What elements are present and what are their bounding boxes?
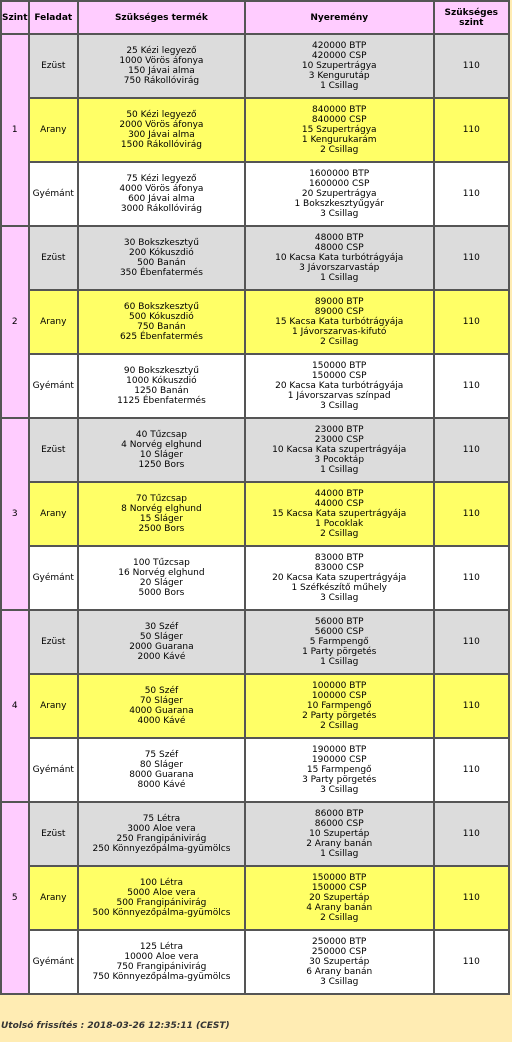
table-row [1, 354, 509, 418]
prize-cell [245, 482, 434, 546]
prize-item: 2 Csillag [320, 913, 359, 923]
required-product: 1250 Bors [138, 460, 185, 470]
required-level-cell: 110 [434, 34, 509, 98]
level-cell: 5 [1, 802, 29, 994]
required-products-cell [78, 802, 245, 866]
required-product: 1125 Ébenfatermés [117, 396, 206, 406]
required-product: 80 Sláger [139, 760, 183, 770]
prize-item: 5 Farmpengő [309, 637, 369, 647]
required-product: 1250 Banán [134, 386, 189, 396]
required-product: 4000 Vörös áfonya [119, 184, 204, 194]
required-product: 1000 Vörös áfonya [119, 56, 204, 66]
required-level-cell: 110 [434, 930, 509, 994]
prize-item: 20 Szupertrágya [301, 189, 377, 199]
prize-item: 250000 BTP [312, 937, 367, 947]
required-product: 100 Létra [139, 878, 184, 888]
prize-cell [245, 98, 434, 162]
prize-item: 86000 CSP [314, 819, 364, 829]
prize-item: 6 Arany banán [306, 967, 373, 977]
prize-item: 30 Szupertáp [309, 957, 370, 967]
table-row [1, 290, 509, 354]
table-body [1, 34, 509, 994]
prize-item: 1 Széfkészítő műhely [291, 583, 387, 593]
required-product: 500 Könnyezőpálma-gyümölcs [92, 908, 231, 918]
prize-item: 3 Csillag [320, 977, 359, 987]
prize-item: 250000 CSP [311, 947, 367, 957]
prize-item: 1600000 BTP [309, 169, 370, 179]
required-product: 30 Széf [144, 622, 179, 632]
prize-item: 4 Arany banán [306, 903, 373, 913]
required-products-cell [78, 34, 245, 98]
table-row [1, 866, 509, 930]
required-level-cell: 110 [434, 738, 509, 802]
task-cell: Ezüst [29, 802, 79, 866]
required-product: 200 Kókuszdió [129, 248, 194, 258]
required-product: 30 Bokszkesztyű [123, 238, 199, 248]
required-level-cell: 110 [434, 482, 509, 546]
required-products-cell [78, 226, 245, 290]
required-product: 2000 Vörös áfonya [119, 120, 204, 130]
prize-item: 840000 BTP [312, 105, 367, 115]
required-products-cell [78, 290, 245, 354]
required-products-cell [78, 610, 245, 674]
prize-cell [245, 674, 434, 738]
required-level-cell: 110 [434, 866, 509, 930]
table-row [1, 738, 509, 802]
table-row [1, 802, 509, 866]
prize-item: 3 Csillag [320, 785, 359, 795]
prize-item: 3 Csillag [320, 593, 359, 603]
level-cell: 4 [1, 610, 29, 802]
header-row [1, 1, 509, 34]
prize-item: 20 Kacsa Kata turbótrágyája [275, 381, 404, 391]
prize-cell [245, 866, 434, 930]
last-updated: Utolsó frissítés : 2018-03-26 12:35:11 (CEST) [1, 1021, 230, 1031]
required-product: 75 Létra [142, 814, 181, 824]
required-product: 500 Banán [137, 258, 186, 268]
task-cell: Ezüst [29, 226, 79, 290]
required-product: 3000 Rákollóvirág [120, 204, 202, 214]
table-row [1, 418, 509, 482]
prize-item: 10 Farmpengő [306, 701, 372, 711]
required-product: 40 Tűzcsap [135, 430, 187, 440]
task-cell: Gyémánt [29, 162, 79, 226]
table-row [1, 610, 509, 674]
prize-item: 1 Bokszkesztyűgyár [294, 199, 384, 209]
task-cell: Gyémánt [29, 738, 79, 802]
prize-item: 56000 BTP [314, 617, 364, 627]
required-product: 10 Sláger [139, 450, 183, 460]
prize-item: 15 Szupertrágya [301, 125, 377, 135]
prize-item: 1 Csillag [320, 849, 359, 859]
required-product: 250 Frangipánivirág [116, 834, 207, 844]
required-product: 750 Rákollóvirág [123, 76, 200, 86]
prize-item: 56000 CSP [314, 627, 364, 637]
required-product: 50 Kézi legyező [126, 110, 197, 120]
prize-item: 3 Csillag [320, 209, 359, 219]
prize-item: 420000 CSP [311, 51, 367, 61]
header-required-level: Szükséges szint [434, 1, 509, 34]
prize-item: 15 Kacsa Kata turbótrágyája [275, 317, 404, 327]
prize-item: 89000 BTP [314, 297, 364, 307]
prize-cell [245, 162, 434, 226]
required-level-cell: 110 [434, 290, 509, 354]
prize-item: 20 Szupertáp [309, 893, 370, 903]
prize-item: 86000 BTP [314, 809, 364, 819]
prize-item: 420000 BTP [312, 41, 367, 51]
prize-item: 89000 CSP [314, 307, 364, 317]
required-product: 300 Jávai alma [128, 130, 195, 140]
required-product: 50 Sláger [139, 632, 183, 642]
prize-item: 44000 CSP [314, 499, 364, 509]
prize-item: 10 Kacsa Kata szupertrágyája [272, 445, 407, 455]
level-cell: 3 [1, 418, 29, 610]
table-row [1, 930, 509, 994]
prize-item: 2 Party pörgetés [302, 711, 377, 721]
required-products-cell [78, 98, 245, 162]
prize-item: 2 Csillag [320, 337, 359, 347]
task-cell: Arany [29, 98, 79, 162]
level-cell: 2 [1, 226, 29, 418]
prize-item: 1 Jávorszarvas-kifutó [292, 327, 387, 337]
prize-item: 10 Szupertrágya [301, 61, 377, 71]
required-level-cell: 110 [434, 162, 509, 226]
required-product: 4000 Kávé [137, 716, 186, 726]
required-product: 16 Norvég elghund [118, 568, 205, 578]
header-task: Feladat [29, 1, 79, 34]
prize-item: 150000 BTP [312, 361, 367, 371]
required-product: 150 Jávai alma [128, 66, 195, 76]
required-product: 125 Létra [139, 942, 184, 952]
required-product: 500 Frangipánivirág [116, 898, 207, 908]
required-product: 2000 Guarana [129, 642, 194, 652]
prize-item: 190000 BTP [312, 745, 367, 755]
prize-item: 3 Jávorszarvastáp [299, 263, 380, 273]
table-row [1, 34, 509, 98]
prize-item: 20 Kacsa Kata szupertrágyája [272, 573, 407, 583]
prize-item: 3 Kengurutáp [308, 71, 370, 81]
required-product: 8000 Guarana [129, 770, 194, 780]
required-product: 1500 Rákollóvirág [120, 140, 202, 150]
prize-item: 1 Pocoklak [315, 519, 364, 529]
prize-cell [245, 930, 434, 994]
table-row [1, 546, 509, 610]
task-cell: Gyémánt [29, 930, 79, 994]
prize-cell [245, 610, 434, 674]
prize-cell [245, 802, 434, 866]
prize-item: 1 Jávorszarvas színpad [287, 391, 391, 401]
required-product: 4000 Guarana [129, 706, 194, 716]
required-product: 2000 Kávé [137, 652, 186, 662]
prize-item: 190000 CSP [311, 755, 367, 765]
required-products-cell [78, 674, 245, 738]
task-cell: Arany [29, 290, 79, 354]
required-product: 75 Kézi legyező [126, 174, 197, 184]
prize-item: 1 Csillag [320, 81, 359, 91]
prize-cell [245, 290, 434, 354]
prize-cell [245, 226, 434, 290]
prize-item: 1600000 CSP [309, 179, 370, 189]
required-products-cell [78, 866, 245, 930]
required-product: 750 Banán [137, 322, 186, 332]
prize-item: 44000 BTP [314, 489, 364, 499]
required-product: 75 Széf [144, 750, 179, 760]
required-products-cell [78, 930, 245, 994]
task-cell: Ezüst [29, 610, 79, 674]
required-product: 250 Könnyezőpálma-gyümölcs [92, 844, 231, 854]
prize-item: 48000 BTP [314, 233, 364, 243]
required-product: 15 Sláger [139, 514, 183, 524]
task-cell: Gyémánt [29, 354, 79, 418]
header-level: Szint [1, 1, 29, 34]
prize-cell [245, 738, 434, 802]
header-prize: Nyeremény [245, 1, 434, 34]
required-product: 500 Kókuszdió [129, 312, 194, 322]
prize-item: 150000 CSP [311, 883, 367, 893]
table-row [1, 674, 509, 738]
task-cell: Ezüst [29, 34, 79, 98]
required-products-cell [78, 162, 245, 226]
required-product: 750 Frangipánivirág [116, 962, 207, 972]
required-level-cell: 110 [434, 418, 509, 482]
prize-item: 10 Kacsa Kata turbótrágyája [275, 253, 404, 263]
prize-item: 10 Szupertáp [309, 829, 370, 839]
prize-item: 2 Csillag [320, 721, 359, 731]
prize-item: 150000 CSP [311, 371, 367, 381]
prize-item: 2 Arany banán [306, 839, 373, 849]
table-row [1, 226, 509, 290]
header-required-products: Szükséges termék [78, 1, 245, 34]
prize-item: 1 Kengurukarám [301, 135, 377, 145]
required-product: 70 Tűzcsap [135, 494, 187, 504]
prize-item: 23000 BTP [314, 425, 364, 435]
prize-item: 2 Csillag [320, 145, 359, 155]
required-product: 8000 Kávé [137, 780, 186, 790]
prize-item: 3 Csillag [320, 401, 359, 411]
prize-item: 840000 CSP [311, 115, 367, 125]
table-row [1, 482, 509, 546]
prize-cell [245, 354, 434, 418]
required-product: 5000 Aloe vera [127, 888, 196, 898]
required-product: 625 Ébenfatermés [119, 332, 203, 342]
required-product: 100 Tűzcsap [133, 558, 190, 568]
task-cell: Arany [29, 482, 79, 546]
required-products-cell [78, 418, 245, 482]
prize-cell [245, 34, 434, 98]
required-level-cell: 110 [434, 802, 509, 866]
required-product: 90 Bokszkesztyű [123, 366, 199, 376]
required-level-cell: 110 [434, 674, 509, 738]
required-products-cell [78, 354, 245, 418]
prize-item: 15 Kacsa Kata szupertrágyája [272, 509, 407, 519]
task-cell: Arany [29, 866, 79, 930]
required-product: 750 Könnyezőpálma-gyümölcs [92, 972, 231, 982]
table-row [1, 162, 509, 226]
required-product: 3000 Aloe vera [127, 824, 196, 834]
prize-cell [245, 418, 434, 482]
task-cell: Arany [29, 674, 79, 738]
prize-item: 83000 BTP [314, 553, 364, 563]
required-product: 1000 Kókuszdió [126, 376, 197, 386]
task-cell: Ezüst [29, 418, 79, 482]
required-product: 60 Bokszkesztyű [123, 302, 199, 312]
required-product: 70 Sláger [139, 696, 183, 706]
task-cell: Gyémánt [29, 546, 79, 610]
prize-item: 15 Farmpengő [306, 765, 372, 775]
prize-item: 3 Pocoktáp [314, 455, 365, 465]
prize-item: 100000 CSP [311, 691, 367, 701]
required-products-cell [78, 546, 245, 610]
required-product: 8 Norvég elghund [121, 504, 202, 514]
prize-item: 3 Party pörgetés [302, 775, 377, 785]
required-product: 2500 Bors [138, 524, 185, 534]
required-level-cell: 110 [434, 610, 509, 674]
prize-item: 100000 BTP [312, 681, 367, 691]
required-product: 25 Kézi legyező [126, 46, 197, 56]
prize-item: 2 Csillag [320, 529, 359, 539]
required-level-cell: 110 [434, 546, 509, 610]
required-level-cell: 110 [434, 354, 509, 418]
level-cell: 1 [1, 34, 29, 226]
table-row [1, 98, 509, 162]
prize-item: 48000 CSP [314, 243, 364, 253]
prize-item: 1 Party pörgetés [302, 647, 377, 657]
prize-item: 1 Csillag [320, 657, 359, 667]
required-product: 4 Norvég elghund [121, 440, 202, 450]
required-products-cell [78, 482, 245, 546]
required-product: 600 Jávai alma [128, 194, 195, 204]
prize-item: 23000 CSP [314, 435, 364, 445]
prize-item: 150000 BTP [312, 873, 367, 883]
prize-item: 1 Csillag [320, 273, 359, 283]
required-product: 20 Sláger [139, 578, 183, 588]
required-product: 10000 Aloe vera [124, 952, 199, 962]
prize-item: 83000 CSP [314, 563, 364, 573]
required-product: 350 Ébenfatermés [119, 268, 203, 278]
required-products-cell [78, 738, 245, 802]
prize-cell [245, 546, 434, 610]
prize-item: 1 Csillag [320, 465, 359, 475]
required-product: 50 Széf [144, 686, 179, 696]
required-product: 5000 Bors [138, 588, 185, 598]
required-level-cell: 110 [434, 98, 509, 162]
required-level-cell: 110 [434, 226, 509, 290]
